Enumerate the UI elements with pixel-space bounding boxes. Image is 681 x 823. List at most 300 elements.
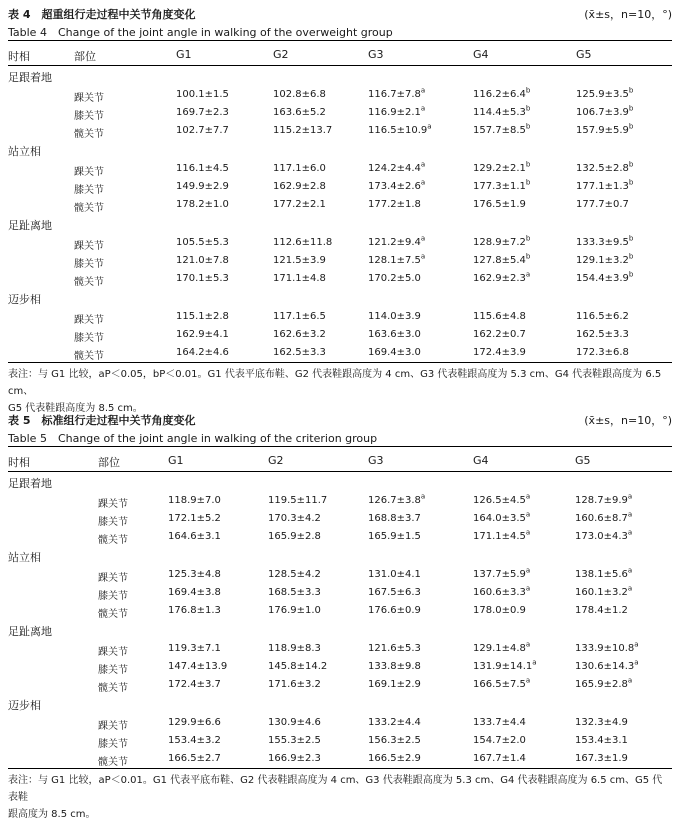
table-5-note-line1: 表注：与 G1 比较，aP＜0.01。G1 代表平底布鞋、G2 代表鞋跟高度为 4 cm、G3 代表鞋跟高度为 5.3 cm、G4 代表鞋跟高度为 6.5 cm、G5 代表鞋 xyxy=(8,775,663,803)
value-cell xyxy=(168,661,227,672)
value-cell xyxy=(168,569,221,580)
joint-label: 髋关节 xyxy=(74,351,104,362)
column-header: G3 xyxy=(368,454,384,467)
value-cell xyxy=(268,735,321,746)
value-text: 162.9±2.8 xyxy=(273,181,326,192)
significance-mark: a xyxy=(525,584,531,593)
value-text: 128.5±4.2 xyxy=(268,569,321,580)
joint-label: 踝关节 xyxy=(98,499,128,510)
significance-mark: a xyxy=(525,528,531,537)
value-text: 121.2±9.4 xyxy=(368,237,421,248)
value-cell xyxy=(368,311,421,322)
value-cell xyxy=(576,104,634,118)
value-text: 100.1±1.5 xyxy=(176,89,229,100)
value-text: 132.3±4.9 xyxy=(575,717,628,728)
table-row xyxy=(8,566,672,584)
value-cell xyxy=(368,178,426,192)
value-cell xyxy=(473,676,531,690)
column-header: G3 xyxy=(368,48,384,61)
value-text: 163.6±3.0 xyxy=(368,329,421,340)
value-cell xyxy=(473,605,526,616)
value-text: 116.5±6.2 xyxy=(576,311,629,322)
phase-row xyxy=(8,66,672,86)
value-text: 127.8±5.4 xyxy=(473,255,526,266)
value-cell xyxy=(168,495,221,506)
value-cell xyxy=(576,234,634,248)
value-cell xyxy=(176,125,229,136)
value-text: 147.4±13.9 xyxy=(168,661,228,672)
value-cell xyxy=(176,255,229,266)
value-text: 177.1±1.3 xyxy=(576,181,629,192)
significance-mark: a xyxy=(627,676,633,685)
significance-mark: a xyxy=(525,566,531,575)
value-text: 129.9±6.6 xyxy=(168,717,221,728)
value-cell xyxy=(273,181,326,192)
value-text: 166.9±2.3 xyxy=(268,753,321,764)
value-text: 130.6±14.3 xyxy=(575,661,635,672)
value-text: 137.7±5.9 xyxy=(473,569,526,580)
value-cell xyxy=(368,513,421,524)
value-text: 176.8±1.3 xyxy=(168,605,221,616)
joint-label: 膝关节 xyxy=(98,591,128,602)
value-cell xyxy=(575,510,633,524)
value-cell xyxy=(473,640,531,654)
value-cell xyxy=(176,163,229,174)
joint-label: 踝关节 xyxy=(98,573,128,584)
value-text: 171.1±4.5 xyxy=(473,531,526,542)
value-cell xyxy=(473,584,531,598)
value-cell xyxy=(368,643,421,654)
phase-row xyxy=(8,140,672,160)
table-5-body xyxy=(8,472,672,768)
joint-label: 膝关节 xyxy=(74,333,104,344)
significance-mark: a xyxy=(532,658,537,667)
table-row xyxy=(8,86,672,104)
joint-label: 髋关节 xyxy=(98,757,128,768)
value-text: 171.6±3.2 xyxy=(268,679,321,690)
value-text: 178.2±1.0 xyxy=(176,199,229,210)
value-cell xyxy=(575,676,633,690)
table-5-header-row xyxy=(8,447,672,471)
value-cell xyxy=(268,587,321,598)
value-cell xyxy=(368,347,421,358)
value-text: 133.2±4.4 xyxy=(368,717,421,728)
value-cell xyxy=(268,643,321,654)
joint-label: 踝关节 xyxy=(98,721,128,732)
significance-mark: a xyxy=(634,640,639,649)
value-text: 176.9±1.0 xyxy=(268,605,321,616)
value-text: 160.1±3.2 xyxy=(575,587,628,598)
value-text: 166.5±7.5 xyxy=(473,679,526,690)
table-row xyxy=(8,308,672,326)
value-text: 157.9±5.9 xyxy=(576,125,629,136)
value-text: 129.1±4.8 xyxy=(473,643,526,654)
value-cell xyxy=(268,569,321,580)
value-text: 162.2±0.7 xyxy=(473,329,526,340)
value-text: 164.0±3.5 xyxy=(473,513,526,524)
phase-label: 足趾离地 xyxy=(8,219,52,232)
value-cell xyxy=(168,679,221,690)
table-row xyxy=(8,270,672,288)
value-text: 169.4±3.0 xyxy=(368,347,421,358)
value-cell xyxy=(176,273,229,284)
value-cell xyxy=(576,329,629,340)
value-cell xyxy=(575,566,633,580)
value-cell xyxy=(268,717,321,728)
table-row xyxy=(8,160,672,178)
value-text: 177.2±2.1 xyxy=(273,199,326,210)
value-text: 169.1±2.9 xyxy=(368,679,421,690)
value-text: 154.4±3.9 xyxy=(576,273,629,284)
value-cell xyxy=(273,237,332,248)
value-text: 162.9±4.1 xyxy=(176,329,229,340)
value-text: 169.4±3.8 xyxy=(168,587,221,598)
value-cell xyxy=(273,273,326,284)
value-text: 149.9±2.9 xyxy=(176,181,229,192)
value-text: 165.9±2.8 xyxy=(575,679,628,690)
table-4-body xyxy=(8,66,672,362)
value-text: 105.5±5.3 xyxy=(176,237,229,248)
phase-row xyxy=(8,620,672,640)
value-text: 115.6±4.8 xyxy=(473,311,526,322)
value-cell xyxy=(575,528,633,542)
joint-label: 膝关节 xyxy=(98,517,128,528)
value-text: 131.9±14.1 xyxy=(473,661,533,672)
significance-mark: a xyxy=(627,528,633,537)
table-5-note xyxy=(8,769,672,823)
value-text: 176.5±1.9 xyxy=(473,199,526,210)
significance-mark: b xyxy=(628,252,634,261)
table-4-title-en: Table 4 Change of the joint angle in walking of the overweight group xyxy=(8,26,393,39)
value-text: 131.0±4.1 xyxy=(368,569,421,580)
significance-mark: a xyxy=(427,122,432,131)
significance-mark: a xyxy=(420,178,426,187)
value-cell xyxy=(575,605,628,616)
table-row xyxy=(8,602,672,620)
table-row xyxy=(8,326,672,344)
significance-mark: b xyxy=(525,86,531,95)
table-5-note-line2: 跟高度为 8.5 cm。 xyxy=(8,809,96,820)
table-row xyxy=(8,344,672,362)
significance-mark: a xyxy=(525,510,531,519)
value-text: 164.2±4.6 xyxy=(176,347,229,358)
significance-mark: a xyxy=(420,104,426,113)
value-text: 102.8±6.8 xyxy=(273,89,326,100)
value-cell xyxy=(368,86,426,100)
value-cell xyxy=(168,531,221,542)
value-cell xyxy=(576,311,629,322)
value-cell xyxy=(576,347,629,358)
joint-label: 膝关节 xyxy=(74,111,104,122)
significance-mark: b xyxy=(628,104,634,113)
value-text: 160.6±3.3 xyxy=(473,587,526,598)
phase-label: 站立相 xyxy=(8,551,41,564)
value-cell xyxy=(273,163,326,174)
value-text: 128.7±9.9 xyxy=(575,495,628,506)
table-row xyxy=(8,178,672,196)
value-cell xyxy=(473,199,526,210)
value-text: 172.4±3.7 xyxy=(168,679,221,690)
phase-label: 足跟着地 xyxy=(8,477,52,490)
significance-mark: b xyxy=(628,122,634,131)
value-text: 166.5±2.7 xyxy=(168,753,221,764)
phase-row xyxy=(8,472,672,492)
table-5-title-en: Table 5 Change of the joint angle in walking of the criterion group xyxy=(8,432,378,445)
table-4-title-row xyxy=(8,4,672,22)
value-cell xyxy=(168,605,221,616)
value-text: 154.7±2.0 xyxy=(473,735,526,746)
significance-mark: a xyxy=(420,252,426,261)
table-row xyxy=(8,492,672,510)
table-row xyxy=(8,122,672,140)
significance-mark: b xyxy=(525,252,531,261)
column-header: G5 xyxy=(576,48,592,61)
value-text: 116.2±6.4 xyxy=(473,89,526,100)
joint-label: 踝关节 xyxy=(74,93,104,104)
table-row xyxy=(8,714,672,732)
value-cell xyxy=(273,125,332,136)
value-text: 162.6±3.2 xyxy=(273,329,326,340)
value-text: 173.0±4.3 xyxy=(575,531,628,542)
value-cell xyxy=(575,717,628,728)
value-text: 129.1±3.2 xyxy=(576,255,629,266)
joint-label: 髋关节 xyxy=(98,535,128,546)
value-cell xyxy=(473,86,531,100)
phase-row xyxy=(8,214,672,234)
value-text: 178.0±0.9 xyxy=(473,605,526,616)
value-cell xyxy=(168,587,221,598)
value-text: 112.6±11.8 xyxy=(273,237,333,248)
value-cell xyxy=(368,753,421,764)
significance-mark: a xyxy=(420,234,426,243)
value-text: 167.7±1.4 xyxy=(473,753,526,764)
value-text: 133.3±9.5 xyxy=(576,237,629,248)
value-cell xyxy=(268,605,321,616)
value-cell xyxy=(268,531,321,542)
value-text: 169.7±2.3 xyxy=(176,107,229,118)
value-text: 172.1±5.2 xyxy=(168,513,221,524)
value-text: 165.9±1.5 xyxy=(368,531,421,542)
value-cell xyxy=(268,495,327,506)
value-cell xyxy=(368,717,421,728)
value-text: 118.9±8.3 xyxy=(268,643,321,654)
value-text: 116.7±7.8 xyxy=(368,89,421,100)
significance-mark: b xyxy=(525,178,531,187)
value-cell xyxy=(576,252,634,266)
value-text: 153.4±3.1 xyxy=(575,735,628,746)
value-cell xyxy=(368,160,426,174)
value-cell xyxy=(273,199,326,210)
value-cell xyxy=(473,528,531,542)
value-cell xyxy=(176,181,229,192)
table-row xyxy=(8,252,672,270)
value-text: 133.7±4.4 xyxy=(473,717,526,728)
column-header: 时相 xyxy=(8,50,30,63)
value-cell xyxy=(368,104,426,118)
joint-label: 踝关节 xyxy=(98,647,128,658)
value-cell xyxy=(268,513,321,524)
table-4-units: (x̄±s，n=10，°) xyxy=(584,8,672,21)
table-5-title-cn: 表 5 标准组行走过程中关节角度变化 xyxy=(8,414,196,427)
table-row xyxy=(8,584,672,602)
joint-label: 踝关节 xyxy=(74,315,104,326)
value-text: 170.2±5.0 xyxy=(368,273,421,284)
column-header: G4 xyxy=(473,48,489,61)
value-cell xyxy=(368,329,421,340)
value-cell xyxy=(368,587,421,598)
value-text: 167.3±1.9 xyxy=(575,753,628,764)
value-cell xyxy=(176,311,229,322)
significance-mark: a xyxy=(420,160,426,169)
significance-mark: a xyxy=(634,658,639,667)
value-text: 178.4±1.2 xyxy=(575,605,628,616)
value-cell xyxy=(176,107,229,118)
significance-mark: a xyxy=(420,86,426,95)
value-cell xyxy=(473,347,526,358)
value-text: 128.1±7.5 xyxy=(368,255,421,266)
table-5 xyxy=(8,410,672,823)
value-cell xyxy=(576,199,629,210)
value-cell xyxy=(473,104,531,118)
value-text: 170.1±5.3 xyxy=(176,273,229,284)
value-cell xyxy=(176,199,229,210)
value-text: 133.9±10.8 xyxy=(575,643,635,654)
value-text: 117.1±6.0 xyxy=(273,163,326,174)
value-cell xyxy=(575,753,628,764)
joint-label: 膝关节 xyxy=(74,259,104,270)
value-text: 133.8±9.8 xyxy=(368,661,421,672)
significance-mark: b xyxy=(628,234,634,243)
value-cell xyxy=(576,270,634,284)
table-row xyxy=(8,104,672,122)
table-row xyxy=(8,196,672,214)
value-text: 116.9±2.1 xyxy=(368,107,421,118)
table-row xyxy=(8,658,672,676)
value-cell xyxy=(575,658,639,672)
value-cell xyxy=(368,273,421,284)
value-cell xyxy=(168,735,221,746)
significance-mark: b xyxy=(525,160,531,169)
significance-mark: a xyxy=(627,492,633,501)
table-5-title-row xyxy=(8,410,672,428)
value-text: 124.2±4.4 xyxy=(368,163,421,174)
value-cell xyxy=(368,252,426,266)
phase-label: 足跟着地 xyxy=(8,71,52,84)
value-cell xyxy=(473,492,531,506)
value-cell xyxy=(576,86,634,100)
value-text: 106.7±3.9 xyxy=(576,107,629,118)
table-4-title-cn: 表 4 超重组行走过程中关节角度变化 xyxy=(8,8,196,21)
significance-mark: a xyxy=(525,270,531,279)
value-text: 163.6±5.2 xyxy=(273,107,326,118)
value-cell xyxy=(575,492,633,506)
value-cell xyxy=(368,492,426,506)
value-cell xyxy=(368,569,421,580)
joint-label: 踝关节 xyxy=(74,241,104,252)
value-text: 116.1±4.5 xyxy=(176,163,229,174)
value-text: 126.5±4.5 xyxy=(473,495,526,506)
joint-label: 膝关节 xyxy=(98,739,128,750)
value-cell xyxy=(576,178,634,192)
significance-mark: b xyxy=(628,178,634,187)
table-row xyxy=(8,528,672,546)
table-4 xyxy=(8,4,672,417)
value-text: 160.6±8.7 xyxy=(575,513,628,524)
value-cell xyxy=(168,717,221,728)
value-cell xyxy=(176,89,229,100)
value-text: 168.8±3.7 xyxy=(368,513,421,524)
joint-label: 髋关节 xyxy=(74,277,104,288)
value-cell xyxy=(473,270,531,284)
phase-label: 迈步相 xyxy=(8,293,41,306)
value-text: 173.4±2.6 xyxy=(368,181,421,192)
table-4-header-row xyxy=(8,41,672,65)
table-4-note-line2: G5 代表鞋跟高度为 8.5 cm。 xyxy=(8,403,143,414)
value-text: 164.6±3.1 xyxy=(168,531,221,542)
phase-label: 足趾离地 xyxy=(8,625,52,638)
joint-label: 踝关节 xyxy=(74,167,104,178)
value-cell xyxy=(473,717,526,728)
table-row xyxy=(8,676,672,694)
value-text: 165.9±2.8 xyxy=(268,531,321,542)
value-cell xyxy=(168,643,221,654)
value-text: 119.5±11.7 xyxy=(268,495,328,506)
value-cell xyxy=(273,329,326,340)
value-cell xyxy=(368,661,421,672)
significance-mark: a xyxy=(525,676,531,685)
significance-mark: a xyxy=(627,510,633,519)
value-text: 116.5±10.9 xyxy=(368,125,428,136)
value-text: 172.3±6.8 xyxy=(576,347,629,358)
value-text: 177.7±0.7 xyxy=(576,199,629,210)
value-text: 115.2±13.7 xyxy=(273,125,333,136)
table-row xyxy=(8,640,672,658)
significance-mark: b xyxy=(525,104,531,113)
significance-mark: a xyxy=(420,492,426,501)
value-text: 125.3±4.8 xyxy=(168,569,221,580)
value-text: 172.4±3.9 xyxy=(473,347,526,358)
value-text: 155.3±2.5 xyxy=(268,735,321,746)
value-cell xyxy=(473,178,531,192)
column-header: 部位 xyxy=(74,50,96,63)
value-text: 115.1±2.8 xyxy=(176,311,229,322)
value-text: 114.0±3.9 xyxy=(368,311,421,322)
table-4-note-line1: 表注：与 G1 比较，aP＜0.05，bP＜0.01。G1 代表平底布鞋、G2 代表鞋跟高度为 4 cm、G3 代表鞋跟高度为 5.3 cm、G4 代表鞋跟高度为 6.5 cm、 xyxy=(8,369,662,397)
value-cell xyxy=(473,234,531,248)
value-text: 102.7±7.7 xyxy=(176,125,229,136)
significance-mark: a xyxy=(525,492,531,501)
value-cell xyxy=(273,347,326,358)
value-text: 170.3±4.2 xyxy=(268,513,321,524)
joint-label: 髋关节 xyxy=(74,203,104,214)
value-text: 177.2±1.8 xyxy=(368,199,421,210)
value-text: 117.1±6.5 xyxy=(273,311,326,322)
value-cell xyxy=(268,679,321,690)
value-text: 118.9±7.0 xyxy=(168,495,221,506)
value-cell xyxy=(368,679,421,690)
value-cell xyxy=(368,605,421,616)
value-cell xyxy=(473,735,526,746)
value-cell xyxy=(473,566,531,580)
column-header: G2 xyxy=(268,454,284,467)
value-cell xyxy=(473,122,531,136)
significance-mark: b xyxy=(628,86,634,95)
value-text: 162.5±3.3 xyxy=(576,329,629,340)
value-text: 128.9±7.2 xyxy=(473,237,526,248)
value-text: 171.1±4.8 xyxy=(273,273,326,284)
significance-mark: b xyxy=(525,234,531,243)
value-text: 130.9±4.6 xyxy=(268,717,321,728)
